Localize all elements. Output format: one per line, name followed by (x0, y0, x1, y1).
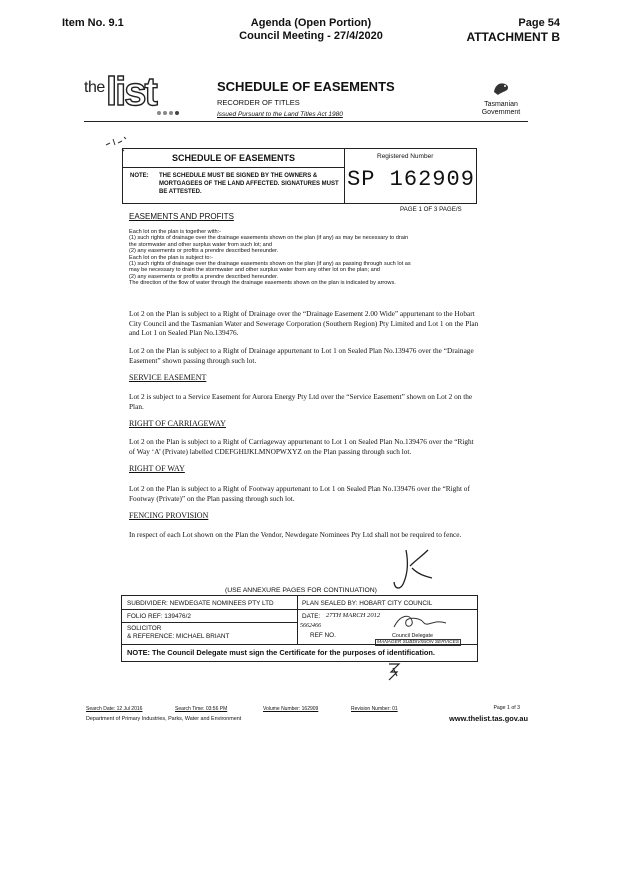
service-easement-heading: SERVICE EASEMENT (129, 373, 207, 382)
date-value: 27TH MARCH 2012 (326, 612, 381, 619)
schedule-box (122, 148, 477, 204)
standard-text (129, 229, 489, 287)
cell-rule (122, 609, 297, 610)
note-label: NOTE: (130, 173, 149, 179)
plan-sealed-by: PLAN SEALED BY: HOBART CITY COUNCIL (302, 600, 433, 607)
date-label: DATE: (302, 613, 321, 620)
search-time: Search Time: 03:56 PM (175, 706, 228, 712)
recorder-of-titles: RECORDER OF TITLES (217, 98, 300, 107)
ref-no-label: REF NO. (310, 632, 336, 639)
standard-line: may be necessary to drain the stormwater and other surplus water from any other lot on the plan; and (129, 267, 380, 274)
certificate-box (121, 595, 478, 662)
footer-page: Page 1 of 3 (493, 705, 520, 711)
delegate-title-stamp: MANAGER SUBDIVISION SERVICES (377, 640, 460, 645)
meeting-date: Council Meeting - 27/4/2020 (239, 30, 383, 42)
paragraph-drainage-2: Lot 2 on the Plan is subject to a Right of Drainage appurtenant to Lot 1 on Sealed Plan No.139476 over the “Drainage Easement” shown passing through such lot. (129, 346, 474, 365)
standard-line: The direction of the flow of water through the drainage easements shown on the plan is indicated by arrows. (129, 280, 396, 287)
solicitor-reference: & REFERENCE: MICHAEL BRIANT (127, 633, 230, 640)
continuation-note: (USE ANNEXURE PAGES FOR CONTINUATION) (225, 587, 377, 594)
schedule-inner-rule (123, 167, 344, 168)
standard-line: Each lot on the plan is together with:- (129, 229, 222, 235)
standard-line: (1) such rights of drainage over the drainage easements shown on the plan (if any) as passing through such lot as (129, 261, 411, 268)
note-rule (122, 644, 477, 645)
department: Department of Primary Industries, Parks, Water and Environment (86, 716, 242, 722)
document-title: SCHEDULE OF EASEMENTS (217, 79, 395, 94)
standard-line: (2) any easements or profits a prendre described hereunder. (129, 248, 279, 255)
the-list-logo (84, 70, 194, 122)
carriageway-heading: RIGHT OF CARRIAGEWAY (129, 419, 226, 428)
gov-line2: Government (481, 109, 521, 116)
cell-rule (297, 609, 477, 610)
paragraph-fencing: In respect of each Lot shown on the Plan the Vendor, Newdegate Nominees Pty Ltd shall not be required to fence. (129, 530, 462, 539)
page-of-pages: PAGE 1 OF 3 PAGE/S (400, 206, 462, 213)
folio-ref: FOLIO REF: 139476/2 (127, 613, 191, 620)
fencing-heading: FENCING PROVISION (129, 511, 209, 520)
standard-line: Each lot on the plan is subject to:- (129, 254, 213, 261)
note-text: THE SCHEDULE MUST BE SIGNED BY THE OWNERS & MORTGAGEES OF THE LAND AFFECTED. SIGNATURES MUST BE ATTESTED. (159, 173, 339, 195)
logo-the: the (84, 79, 105, 96)
paragraph-carriageway: Lot 2 on the Plan is subject to a Right of Carriageway appurtenant to Lot 1 on Sealed Plan No.139476 over the “Right of Way ‘A’ (Private) labelled CDEFGHIJKLMNOPWXYZ on the Plan passing through such lot. (129, 437, 474, 456)
tasmanian-devil-icon (491, 78, 511, 98)
schedule-left (123, 149, 345, 203)
paragraph-drainage-1: Lot 2 on the Plan is subject to a Right of Drainage over the “Drainage Easement 2.00 Wide” appurtenant to the Hobart City Council and the Tasmanian Water and Sewerage Corporation (Southern Region) Pty Limited and Lot 1 on the Plan and Lot 1 on Sealed Plan No.139476. (129, 309, 479, 338)
revision-number: Revision Number: 01 (351, 706, 398, 712)
certificate-note: NOTE: The Council Delegate must sign the Certificate for the purposes of identification. (127, 648, 435, 657)
subdivider-cell (122, 596, 298, 644)
initials-signature (390, 546, 438, 598)
logo-dots-icon (156, 110, 182, 116)
page-number: Page 54 (518, 17, 560, 29)
website-url: www.thelist.tas.gov.au (449, 714, 528, 723)
standard-line: (1) such rights of drainage over the drainage easements shown on the plan (if any) as may be necessary to drain (129, 235, 409, 242)
issued-pursuant: Issued Pursuant to the Land Titles Act 1980 (217, 111, 343, 118)
easements-heading: EASEMENTS AND PROFITS (129, 212, 234, 221)
logo-list: list (106, 70, 156, 114)
gov-line1: Tasmanian (484, 101, 518, 108)
agenda-title: Agenda (Open Portion) (250, 17, 372, 29)
paragraph-service: Lot 2 is subject to a Service Easement for Aurora Energy Pty Ltd over the “Service Easement” shown on Lot 2 on the Plan. (129, 392, 473, 411)
registered-number: SP 162909 (347, 167, 475, 192)
item-number: Item No. 9.1 (62, 17, 124, 29)
attachment-label: ATTACHMENT B (466, 30, 560, 44)
standard-line: the stormwater and other surplus water from such lot; and (129, 241, 273, 248)
subdivider: SUBDIVIDER: NEWDEGATE NOMINEES PTY LTD (127, 600, 274, 607)
ref-number-value: 5662466 (300, 623, 321, 629)
solicitor-label: SOLICITOR (127, 625, 162, 632)
council-delegate-signature (390, 611, 450, 633)
paragraph-right-of-way: Lot 2 on the Plan is subject to a Right of Footway appurtenant to Lot 1 on Sealed Plan No.139476 over the “Right of Footway (Private)” on the Plan passing through such lot. (129, 484, 470, 503)
search-date: Search Date: 12 Jul 2016 (86, 706, 143, 712)
cell-rule (122, 622, 297, 623)
handwritten-mark-bottom (383, 660, 405, 682)
registered-number-label: Registered Number (377, 153, 434, 160)
header-divider (84, 121, 528, 122)
standard-line: (2) any easements or profits a prendre described hereunder. (129, 273, 279, 280)
council-delegate-label: Council Delegate (392, 633, 434, 639)
volume-number: Volume Number: 162909 (263, 706, 319, 712)
schedule-title: SCHEDULE OF EASEMENTS (171, 153, 295, 163)
right-of-way-heading: RIGHT OF WAY (129, 464, 185, 473)
